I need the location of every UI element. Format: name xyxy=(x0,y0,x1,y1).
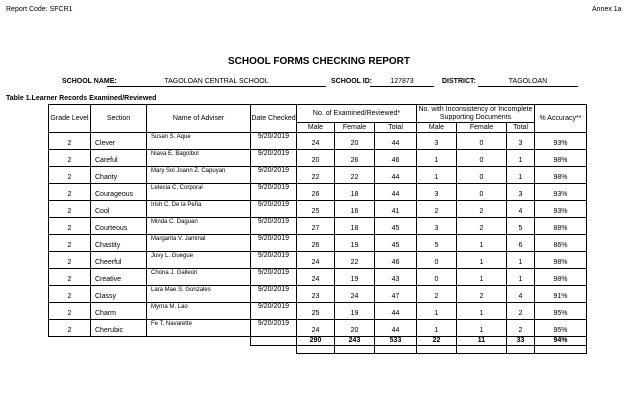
district-underline xyxy=(478,86,578,87)
header-ex-total: Total xyxy=(375,123,417,133)
examined-female-cell: 19 xyxy=(335,303,375,320)
table-row xyxy=(49,218,587,235)
examined-female-cell: 16 xyxy=(335,201,375,218)
examined-total-cell: 44 xyxy=(375,320,417,337)
examined-female-cell: 24 xyxy=(335,286,375,303)
district-value: TAGOLOAN xyxy=(508,78,548,85)
section-cell: Clever xyxy=(91,133,147,150)
header-accuracy: % Accuracy** xyxy=(535,105,587,133)
examined-female-cell: 20 xyxy=(335,133,375,150)
grade-level-cell: 2 xyxy=(49,133,91,150)
accuracy-cell: 86% xyxy=(535,235,587,252)
header-incomplete: No. with Inconsistency or Incomplete Supporting Documents xyxy=(418,106,533,121)
section-cell: Cheerful xyxy=(91,252,147,269)
total-in-male: 22 xyxy=(417,337,457,346)
district-label: DISTRICT: xyxy=(442,78,476,85)
date-checked-cell: 9/20/2019 xyxy=(251,201,297,218)
blank-cell xyxy=(297,346,335,354)
examined-female-cell: 18 xyxy=(335,218,375,235)
header-grade-level: Grade Level xyxy=(49,105,91,133)
incomplete-male-cell: 3 xyxy=(417,184,457,201)
incomplete-total-cell: 4 xyxy=(507,201,535,218)
examined-total-cell: 43 xyxy=(375,269,417,286)
header-adviser: Name of Adviser xyxy=(147,105,251,133)
examined-total-cell: 44 xyxy=(375,133,417,150)
incomplete-total-cell: 2 xyxy=(507,320,535,337)
incomplete-female-cell: 0 xyxy=(457,150,507,167)
incomplete-total-cell: 5 xyxy=(507,218,535,235)
learner-records-table xyxy=(48,104,587,354)
incomplete-male-cell: 3 xyxy=(417,218,457,235)
blank-cell xyxy=(457,346,507,354)
blank-cell xyxy=(335,346,375,354)
totals-blank xyxy=(251,337,297,346)
incomplete-male-cell: 0 xyxy=(417,252,457,269)
examined-total-cell: 46 xyxy=(375,150,417,167)
date-checked-cell: 9/20/2019 xyxy=(251,184,297,201)
accuracy-cell: 98% xyxy=(535,269,587,286)
table-row xyxy=(49,184,587,201)
header-ex-male: Male xyxy=(297,123,335,133)
incomplete-male-cell: 5 xyxy=(417,235,457,252)
date-checked-cell: 9/20/2019 xyxy=(251,218,297,235)
section-cell: Classy xyxy=(91,286,147,303)
adviser-cell: Myrna M. Lao xyxy=(147,303,251,320)
incomplete-total-cell: 4 xyxy=(507,286,535,303)
incomplete-female-cell: 1 xyxy=(457,320,507,337)
total-ex-female: 243 xyxy=(335,337,375,346)
incomplete-female-cell: 2 xyxy=(457,201,507,218)
grade-level-cell: 2 xyxy=(49,201,91,218)
adviser-cell: Letecia C. Corporal xyxy=(147,184,251,201)
annex-label: Annex 1a xyxy=(592,6,622,13)
table-caption: Table 1.Learner Records Examined/Reviewed xyxy=(6,95,157,102)
header-examined: No. of Examined/Reviewed* xyxy=(297,105,417,123)
incomplete-total-cell: 1 xyxy=(507,167,535,184)
accuracy-cell: 95% xyxy=(535,320,587,337)
adviser-cell: Susan S. Aque xyxy=(147,133,251,150)
incomplete-total-cell: 3 xyxy=(507,184,535,201)
totals-row xyxy=(49,337,587,346)
examined-male-cell: 26 xyxy=(297,184,335,201)
totals-blank xyxy=(91,337,147,346)
adviser-cell: Fe T. Navarette xyxy=(147,320,251,337)
grade-level-cell: 2 xyxy=(49,167,91,184)
header-date-checked: Date Checked xyxy=(251,105,297,133)
incomplete-male-cell: 1 xyxy=(417,150,457,167)
grade-level-cell: 2 xyxy=(49,235,91,252)
blank-cell xyxy=(49,346,91,354)
grade-level-cell: 2 xyxy=(49,184,91,201)
total-ex-male: 290 xyxy=(297,337,335,346)
header-in-female: Female xyxy=(457,123,507,133)
school-name-label: SCHOOL NAME: xyxy=(62,78,117,85)
incomplete-total-cell: 6 xyxy=(507,235,535,252)
incomplete-male-cell: 1 xyxy=(417,167,457,184)
accuracy-cell: 95% xyxy=(535,303,587,320)
blank-cell xyxy=(417,346,457,354)
blank-cell xyxy=(147,346,251,354)
examined-total-cell: 44 xyxy=(375,303,417,320)
examined-total-cell: 46 xyxy=(375,252,417,269)
date-checked-cell: 9/20/2019 xyxy=(251,269,297,286)
total-in-female: 11 xyxy=(457,337,507,346)
school-id-value: 127873 xyxy=(390,78,414,85)
date-checked-cell: 9/20/2019 xyxy=(251,303,297,320)
examined-total-cell: 41 xyxy=(375,201,417,218)
accuracy-cell: 88% xyxy=(535,218,587,235)
school-id-underline xyxy=(370,86,434,87)
section-cell: Charity xyxy=(91,167,147,184)
examined-female-cell: 19 xyxy=(335,235,375,252)
examined-male-cell: 25 xyxy=(297,303,335,320)
header-in-male: Male xyxy=(417,123,457,133)
total-ex-total: 533 xyxy=(375,337,417,346)
totals-blank xyxy=(147,337,251,346)
adviser-cell: Margarita V. Jaminal xyxy=(147,235,251,252)
grade-level-cell: 2 xyxy=(49,320,91,337)
table-row xyxy=(49,303,587,320)
date-checked-cell: 9/20/2019 xyxy=(251,167,297,184)
incomplete-female-cell: 2 xyxy=(457,286,507,303)
school-id-label: SCHOOL ID: xyxy=(331,78,373,85)
table-row xyxy=(49,150,587,167)
examined-total-cell: 44 xyxy=(375,184,417,201)
blank-cell xyxy=(251,346,297,354)
adviser-cell: Niava E. Bagolbol xyxy=(147,150,251,167)
accuracy-cell: 93% xyxy=(535,201,587,218)
examined-female-cell: 26 xyxy=(335,150,375,167)
examined-female-cell: 22 xyxy=(335,252,375,269)
examined-male-cell: 24 xyxy=(297,269,335,286)
incomplete-female-cell: 1 xyxy=(457,269,507,286)
incomplete-male-cell: 1 xyxy=(417,320,457,337)
examined-male-cell: 25 xyxy=(297,201,335,218)
accuracy-cell: 91% xyxy=(535,286,587,303)
incomplete-male-cell: 2 xyxy=(417,286,457,303)
incomplete-total-cell: 1 xyxy=(507,150,535,167)
blank-cell xyxy=(91,346,147,354)
table-row xyxy=(49,235,587,252)
totals-blank xyxy=(49,337,91,346)
adviser-cell: Minda C. Daguan xyxy=(147,218,251,235)
grade-level-cell: 2 xyxy=(49,218,91,235)
date-checked-cell: 9/20/2019 xyxy=(251,252,297,269)
grade-level-cell: 2 xyxy=(49,303,91,320)
incomplete-female-cell: 0 xyxy=(457,133,507,150)
date-checked-cell: 9/20/2019 xyxy=(251,150,297,167)
incomplete-total-cell: 1 xyxy=(507,252,535,269)
report-code: Report Code: SFCR1 xyxy=(6,6,73,13)
grade-level-cell: 2 xyxy=(49,150,91,167)
table-row xyxy=(49,201,587,218)
school-name-value: TAGOLOAN CENTRAL SCHOOL xyxy=(164,78,269,85)
examined-total-cell: 44 xyxy=(375,167,417,184)
examined-female-cell: 22 xyxy=(335,167,375,184)
examined-total-cell: 47 xyxy=(375,286,417,303)
examined-male-cell: 24 xyxy=(297,252,335,269)
table-row xyxy=(49,252,587,269)
examined-male-cell: 27 xyxy=(297,218,335,235)
incomplete-male-cell: 3 xyxy=(417,133,457,150)
incomplete-female-cell: 1 xyxy=(457,303,507,320)
grade-level-cell: 2 xyxy=(49,269,91,286)
section-cell: Cherubic xyxy=(91,320,147,337)
date-checked-cell: 9/20/2019 xyxy=(251,320,297,337)
accuracy-cell: 98% xyxy=(535,167,587,184)
table-row xyxy=(49,167,587,184)
incomplete-total-cell: 1 xyxy=(507,269,535,286)
adviser-cell: Mary Sol Joann Z. Capuyan xyxy=(147,167,251,184)
adviser-cell: Irish C. De la Peña xyxy=(147,201,251,218)
date-checked-cell: 9/20/2019 xyxy=(251,235,297,252)
section-cell: Cool xyxy=(91,201,147,218)
total-accuracy: 94% xyxy=(535,337,587,346)
incomplete-female-cell: 0 xyxy=(457,184,507,201)
accuracy-cell: 93% xyxy=(535,133,587,150)
examined-female-cell: 19 xyxy=(335,269,375,286)
incomplete-female-cell: 2 xyxy=(457,218,507,235)
incomplete-female-cell: 1 xyxy=(457,235,507,252)
accuracy-cell: 98% xyxy=(535,252,587,269)
school-name-underline xyxy=(107,86,326,87)
accuracy-cell: 98% xyxy=(535,150,587,167)
header-section: Section xyxy=(91,105,147,133)
blank-cell xyxy=(507,346,535,354)
blank-cell xyxy=(535,346,587,354)
examined-male-cell: 20 xyxy=(297,150,335,167)
incomplete-female-cell: 0 xyxy=(457,167,507,184)
adviser-cell: Juvy L. Guegue xyxy=(147,252,251,269)
section-cell: Courteous xyxy=(91,218,147,235)
accuracy-cell: 93% xyxy=(535,184,587,201)
incomplete-male-cell: 0 xyxy=(417,269,457,286)
table-row xyxy=(49,133,587,150)
examined-total-cell: 45 xyxy=(375,218,417,235)
table-row xyxy=(49,320,587,337)
examined-male-cell: 23 xyxy=(297,286,335,303)
header-in-total: Total xyxy=(507,123,535,133)
blank-row xyxy=(49,346,587,354)
page-title: SCHOOL FORMS CHECKING REPORT xyxy=(227,56,411,67)
examined-total-cell: 45 xyxy=(375,235,417,252)
incomplete-total-cell: 3 xyxy=(507,133,535,150)
adviser-cell: Lara Mae S. Gonzales xyxy=(147,286,251,303)
grade-level-cell: 2 xyxy=(49,252,91,269)
header-ex-female: Female xyxy=(335,123,375,133)
section-cell: Creative xyxy=(91,269,147,286)
table-row xyxy=(49,269,587,286)
table-row xyxy=(49,286,587,303)
examined-female-cell: 18 xyxy=(335,184,375,201)
date-checked-cell: 9/20/2019 xyxy=(251,286,297,303)
section-cell: Chastity xyxy=(91,235,147,252)
section-cell: Charm xyxy=(91,303,147,320)
examined-female-cell: 20 xyxy=(335,320,375,337)
examined-male-cell: 24 xyxy=(297,320,335,337)
incomplete-male-cell: 1 xyxy=(417,303,457,320)
examined-male-cell: 24 xyxy=(297,133,335,150)
grade-level-cell: 2 xyxy=(49,286,91,303)
date-checked-cell: 9/20/2019 xyxy=(251,133,297,150)
section-cell: Careful xyxy=(91,150,147,167)
examined-male-cell: 22 xyxy=(297,167,335,184)
examined-male-cell: 26 xyxy=(297,235,335,252)
incomplete-male-cell: 2 xyxy=(417,201,457,218)
section-cell: Courageous xyxy=(91,184,147,201)
incomplete-female-cell: 1 xyxy=(457,252,507,269)
adviser-cell: Chona J. Galleon xyxy=(147,269,251,286)
blank-cell xyxy=(375,346,417,354)
total-in-total: 33 xyxy=(507,337,535,346)
incomplete-total-cell: 2 xyxy=(507,303,535,320)
